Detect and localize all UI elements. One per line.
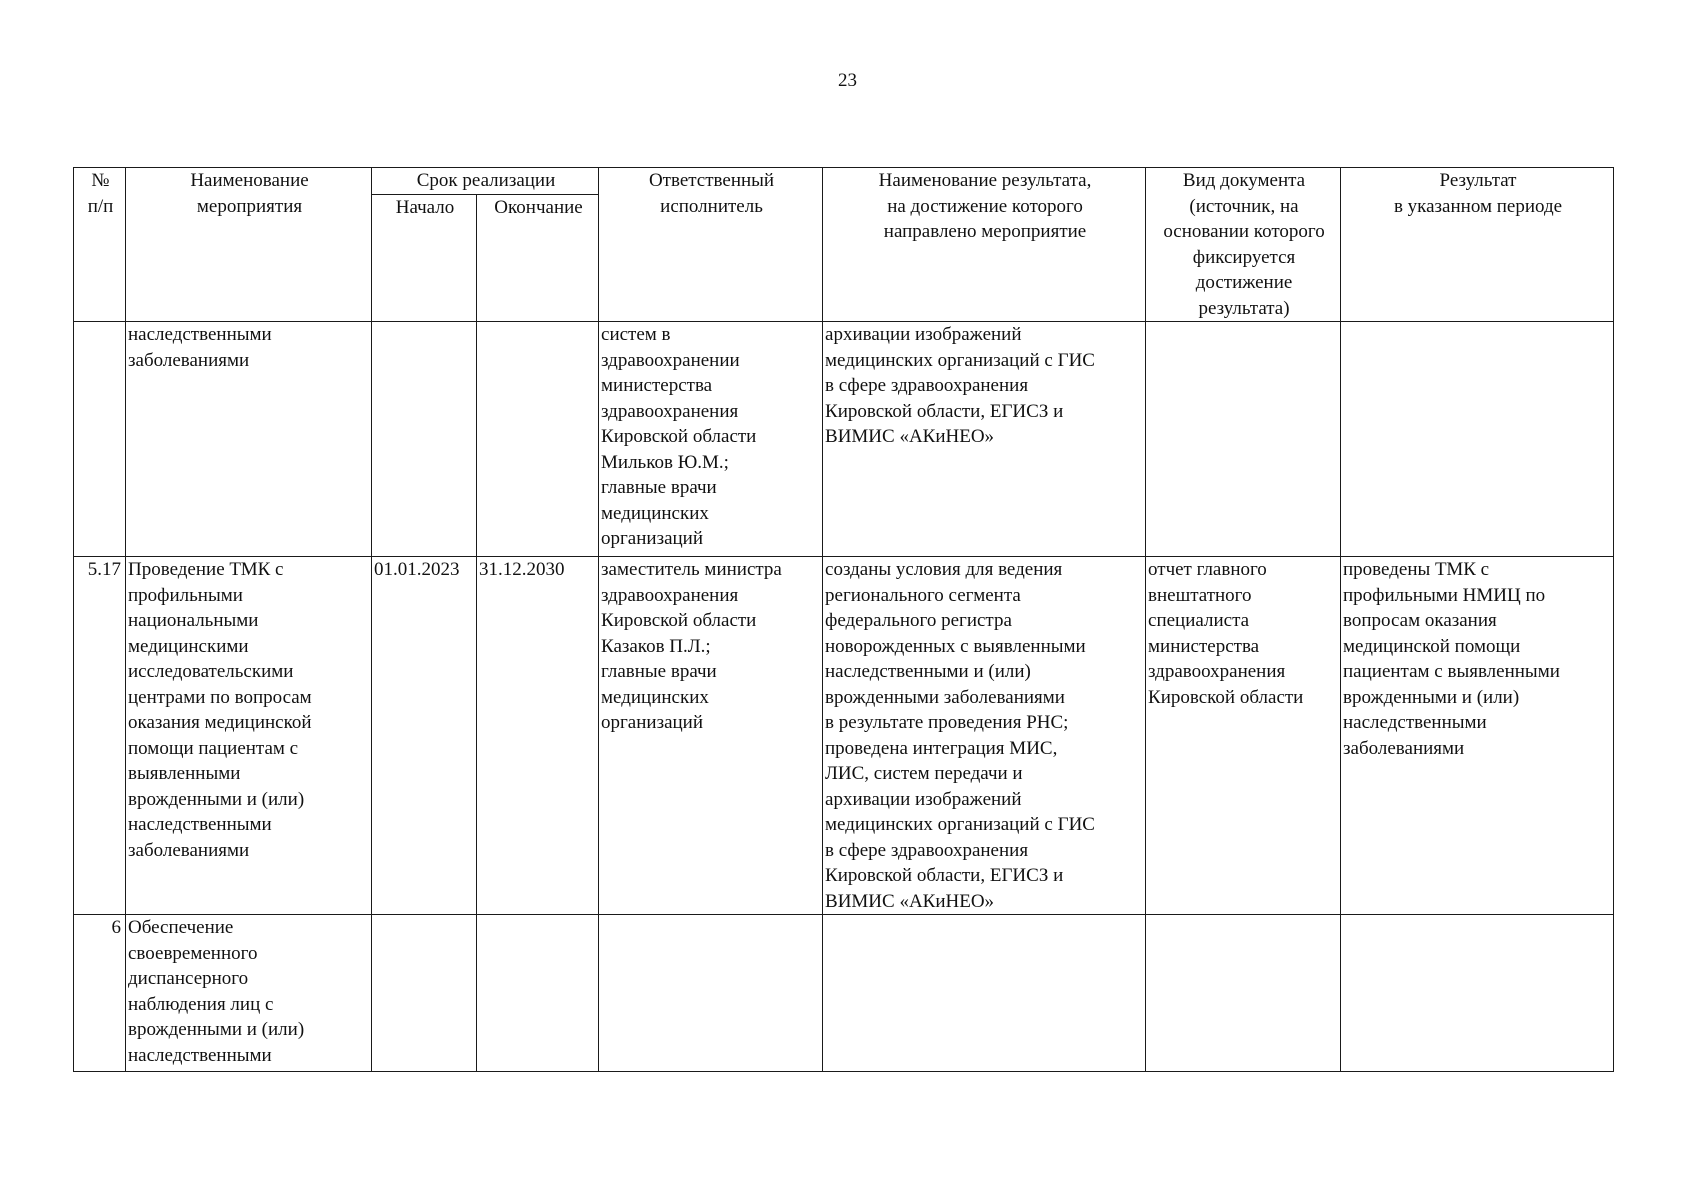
cell-activity-name: Проведение ТМК с профильными национальными медицинскими исследовательскими центрами по вопросам оказания медицинской помощи пациентам с выявленными врожденными и (или) наследственными заболеваниями	[126, 557, 372, 915]
cell-result-in-period: проведены ТМК с профильными НМИЦ по вопросам оказания медицинской помощи пациентам с выявленными врожденными и (или) наследственными заболеваниями	[1341, 557, 1614, 915]
header-result-name: Наименование результата, на достижение которого направлено мероприятие	[823, 168, 1146, 322]
cell-responsible	[599, 915, 823, 1072]
header-responsible: Ответственный исполнитель	[599, 168, 823, 322]
cell-document-type	[1146, 322, 1341, 557]
table-row	[74, 557, 1614, 915]
cell-activity-name: Обеспечение своевременного диспансерного наблюдения лиц с врожденными и (или) наследственными	[126, 915, 372, 1072]
page-number: 23	[838, 70, 857, 91]
table-row	[74, 915, 1614, 1072]
cell-document-type	[1146, 915, 1341, 1072]
table-row	[74, 322, 1614, 557]
cell-start	[372, 322, 477, 557]
header-result-in-period: Результат в указанном периоде	[1341, 168, 1614, 322]
cell-result-name: созданы условия для ведения регионального сегмента федерального регистра новорожденных с выявленными наследственными и (или) врожденными заболеваниями в результате проведения РНС; проведена интеграция МИС, ЛИС, систем передачи и архивации изображений медицинских организаций с ГИС в сфере здравоохранения Кировской области, ЕГИСЗ и ВИМИС «АКиНЕО»	[823, 557, 1146, 915]
header-num: № п/п	[74, 168, 126, 322]
cell-num	[74, 322, 126, 557]
header-period: Срок реализации	[372, 168, 599, 195]
cell-result-in-period	[1341, 915, 1614, 1072]
cell-num: 6	[74, 915, 126, 1072]
cell-num: 5.17	[74, 557, 126, 915]
cell-responsible: систем в здравоохранении министерства здравоохранения Кировской области Мильков Ю.М.; главные врачи медицинских организаций	[599, 322, 823, 557]
cell-start: 01.01.2023	[372, 557, 477, 915]
header-end: Окончание	[477, 195, 599, 322]
header-activity-name: Наименование мероприятия	[126, 168, 372, 322]
cell-end: 31.12.2030	[477, 557, 599, 915]
cell-activity-name: наследственными заболеваниями	[126, 322, 372, 557]
cell-responsible: заместитель министра здравоохранения Кировской области Казаков П.Л.; главные врачи медицинских организаций	[599, 557, 823, 915]
cell-end	[477, 322, 599, 557]
header-document-type: Вид документа (источник, на основании которого фиксируется достижение результата)	[1146, 168, 1341, 322]
cell-start	[372, 915, 477, 1072]
cell-end	[477, 915, 599, 1072]
cell-result-in-period	[1341, 322, 1614, 557]
header-row	[74, 168, 1614, 195]
cell-result-name	[823, 915, 1146, 1072]
cell-result-name: архивации изображений медицинских организаций с ГИС в сфере здравоохранения Кировской области, ЕГИСЗ и ВИМИС «АКиНЕО»	[823, 322, 1146, 557]
activities-table	[73, 167, 1614, 1072]
header-start: Начало	[372, 195, 477, 322]
cell-document-type: отчет главного внештатного специалиста министерства здравоохранения Кировской области	[1146, 557, 1341, 915]
